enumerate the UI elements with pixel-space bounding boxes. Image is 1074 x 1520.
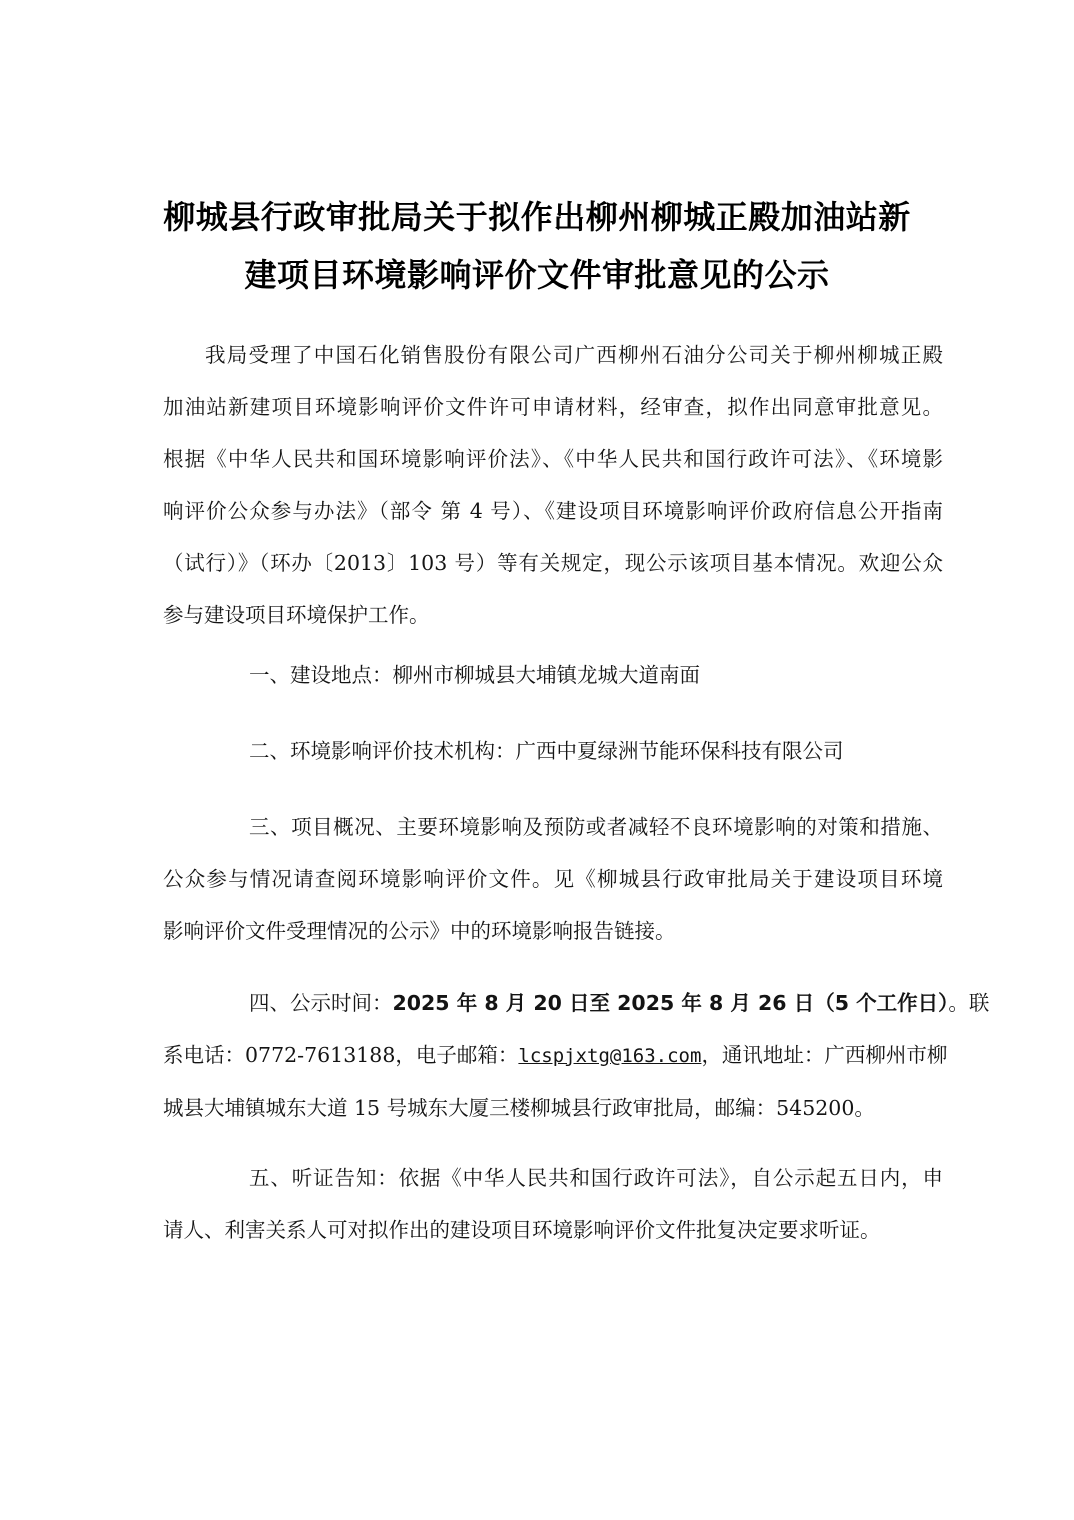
item-3-line-2: 公众参与情况请查阅环境影响评价文件。见《柳城县行政审批局关于建设项目环境 [163,867,943,891]
item-5-hearing [163,1152,943,1256]
document-title [130,188,944,304]
intro-line-3: 根据《中华人民共和国环境影响评价法》、《中华人民共和国行政许可法》、《环境影 [163,447,943,471]
item-4-period-text: 2025 年 8 月 20 日至 2025 年 8 月 26 日（5 个工作日） [392,991,949,1015]
title-line-1: 柳城县行政审批局关于拟作出柳州柳城正殿加油站新 [163,198,911,236]
intro-line-5: （试行）》（环办〔2013〕103 号）等有关规定，现公示该项目基本情况。欢迎公众 [163,551,943,575]
email-link[interactable]: lcspjxtg@163.com [518,1045,702,1067]
item-4-contact-prefix: 系电话：0772-7613188，电子邮箱： [163,1043,519,1067]
item-3-line-3: 影响评价文件受理情况的公示》中的环境影响报告链接。 [163,919,676,943]
item-2-agency [163,725,943,777]
item-4-contact-suffix: ，通讯地址：广西柳州市柳 [701,1043,948,1067]
intro-paragraph [163,329,943,641]
item-5-line-2: 请人、利害关系人可对拟作出的建设项目环境影响评价文件批复决定要求听证。 [163,1218,881,1242]
item-4-line-2 [163,1029,948,1082]
item-4-suffix: 。联 [948,991,990,1015]
item-1-location [163,649,943,701]
intro-line-1: 我局受理了中国石化销售股份有限公司广西柳州石油分公司关于柳州柳城正殿 [205,343,943,367]
item-5-line-1: 五、听证告知：依据《中华人民共和国行政许可法》，自公示起五日内，申 [249,1166,943,1190]
item-4-prefix: 四、公示时间： [249,991,393,1015]
intro-line-6: 参与建设项目环境保护工作。 [163,603,430,627]
item-3-line-1: 三、项目概况、主要环境影响及预防或者减轻不良环境影响的对策和措施、 [249,815,943,839]
item-4-line-3: 城县大埔镇城东大道 15 号城东大厦三楼柳城县行政审批局，邮编：545200。 [163,1096,875,1120]
intro-line-2: 加油站新建项目环境影响评价文件许可申请材料，经审查，拟作出同意审批意见。 [163,395,943,419]
title-line-2: 建项目环境影响评价文件审批意见的公示 [244,256,830,294]
item-4-line-1 [163,977,990,1029]
item-2-text: 二、环境影响评价技术机构：广西中夏绿洲节能环保科技有限公司 [249,739,844,763]
item-3-overview [163,801,943,957]
item-4-period [163,977,990,1134]
item-1-text: 一、建设地点：柳州市柳城县大埔镇龙城大道南面 [249,663,700,687]
intro-line-4: 响评价公众参与办法》（部令 第 4 号）、《建设项目环境影响评价政府信息公开指南 [163,499,943,523]
